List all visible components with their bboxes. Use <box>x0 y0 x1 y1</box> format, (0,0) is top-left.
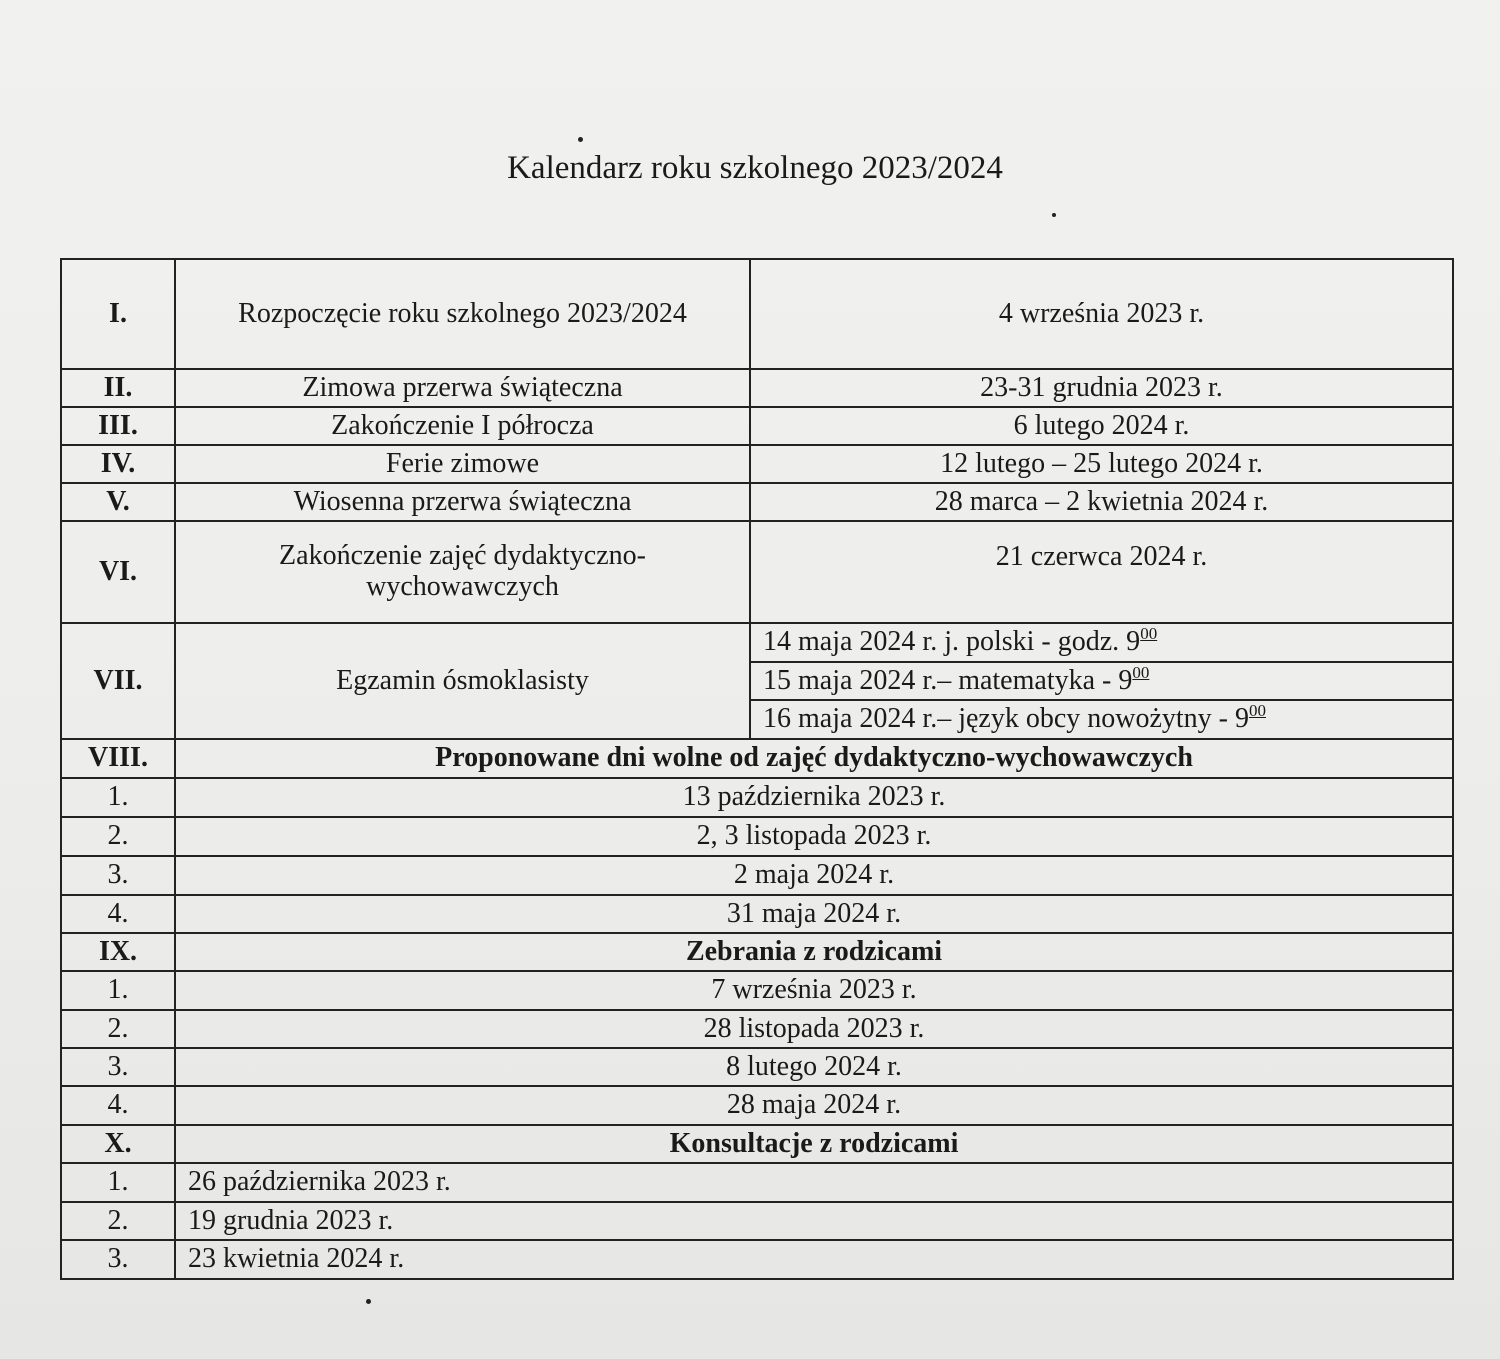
table-row <box>61 483 1453 521</box>
exam-hour-minutes: 00 <box>1140 624 1158 644</box>
day-off-date: 31 maja 2024 r. <box>175 895 1453 933</box>
row-number: V. <box>61 483 175 521</box>
section-number: X. <box>61 1125 175 1163</box>
section-header-row <box>61 933 1453 971</box>
ink-speck <box>366 1299 371 1304</box>
row-number: VI. <box>61 521 175 623</box>
exam-date-text: 16 maja 2024 r.– język obcy nowożytny - 9 <box>763 703 1250 735</box>
meeting-date: 7 września 2023 r. <box>175 971 1453 1010</box>
event-label: Wiosenna przerwa świąteczna <box>175 483 750 521</box>
table-row <box>61 971 1453 1010</box>
table-row <box>61 895 1453 933</box>
meeting-date: 8 lutego 2024 r. <box>175 1048 1453 1086</box>
item-number: 4. <box>61 895 175 933</box>
section-heading: Zebrania z rodzicami <box>175 933 1453 971</box>
row-number: IV. <box>61 445 175 483</box>
item-number: 3. <box>61 1048 175 1086</box>
table-row <box>61 445 1453 483</box>
event-label: Rozpoczęcie roku szkolnego 2023/2024 <box>175 259 750 369</box>
item-number: 3. <box>61 856 175 895</box>
item-number: 2. <box>61 1202 175 1240</box>
day-off-date: 2 maja 2024 r. <box>175 856 1453 895</box>
exam-date-text: 14 maja 2024 r. j. polski - godz. 9 <box>763 626 1141 658</box>
table-row <box>61 856 1453 895</box>
item-number: 3. <box>61 1240 175 1279</box>
section-header-row <box>61 1125 1453 1163</box>
day-off-date: 13 października 2023 r. <box>175 778 1453 817</box>
meeting-date: 28 maja 2024 r. <box>175 1086 1453 1125</box>
event-label: Egzamin ósmoklasisty <box>175 623 750 739</box>
consultation-date: 19 grudnia 2023 r. <box>175 1202 1453 1240</box>
event-date: 28 marca – 2 kwietnia 2024 r. <box>750 483 1453 521</box>
table-row <box>61 1163 1453 1202</box>
item-number: 4. <box>61 1086 175 1125</box>
day-off-date: 2, 3 listopada 2023 r. <box>175 817 1453 856</box>
exam-date <box>750 662 1453 700</box>
section-header-row <box>61 739 1453 778</box>
exam-hour-minutes: 00 <box>1249 701 1267 721</box>
item-number: 1. <box>61 971 175 1010</box>
section-heading: Proponowane dni wolne od zajęć dydaktyczno-wychowawczych <box>175 739 1453 778</box>
exam-date <box>750 700 1453 739</box>
table-row <box>61 778 1453 817</box>
event-date: 12 lutego – 25 lutego 2024 r. <box>750 445 1453 483</box>
consultation-date: 23 kwietnia 2024 r. <box>175 1240 1453 1279</box>
table-row <box>61 1202 1453 1240</box>
section-heading: Konsultacje z rodzicami <box>175 1125 1453 1163</box>
section-number: IX. <box>61 933 175 971</box>
consultation-date: 26 października 2023 r. <box>175 1163 1453 1202</box>
exam-date <box>750 623 1453 662</box>
event-date: 6 lutego 2024 r. <box>750 407 1453 445</box>
item-number: 2. <box>61 817 175 856</box>
item-number: 1. <box>61 778 175 817</box>
table-row <box>61 521 1453 623</box>
event-label: Zakończenie zajęć dydaktyczno-wychowawczych <box>175 521 750 623</box>
exam-hour-minutes: 00 <box>1132 662 1150 682</box>
table-row <box>61 817 1453 856</box>
table-row <box>61 407 1453 445</box>
table-row <box>61 1010 1453 1048</box>
section-number: VIII. <box>61 739 175 778</box>
row-number: III. <box>61 407 175 445</box>
row-number: I. <box>61 259 175 369</box>
event-date: 23-31 grudnia 2023 r. <box>750 369 1453 407</box>
document-title: Kalendarz roku szkolnego 2023/2024 <box>507 150 1003 186</box>
row-number: II. <box>61 369 175 407</box>
event-date: 4 września 2023 r. <box>750 259 1453 369</box>
table-row <box>61 1086 1453 1125</box>
item-number: 1. <box>61 1163 175 1202</box>
row-number: VII. <box>61 623 175 739</box>
event-label: Zakończenie I półrocza <box>175 407 750 445</box>
exam-date-text: 15 maja 2024 r.– matematyka - 9 <box>763 664 1133 696</box>
table-row <box>61 1048 1453 1086</box>
calendar-table <box>60 258 1454 1280</box>
event-label: Ferie zimowe <box>175 445 750 483</box>
table-row <box>61 259 1453 369</box>
table-row <box>61 369 1453 407</box>
meeting-date: 28 listopada 2023 r. <box>175 1010 1453 1048</box>
ink-speck <box>578 137 583 142</box>
event-label: Zimowa przerwa świąteczna <box>175 369 750 407</box>
ink-speck <box>1052 213 1056 217</box>
table-row <box>61 1240 1453 1279</box>
item-number: 2. <box>61 1010 175 1048</box>
table-row <box>61 623 1453 662</box>
event-date: 21 czerwca 2024 r. <box>750 521 1453 623</box>
